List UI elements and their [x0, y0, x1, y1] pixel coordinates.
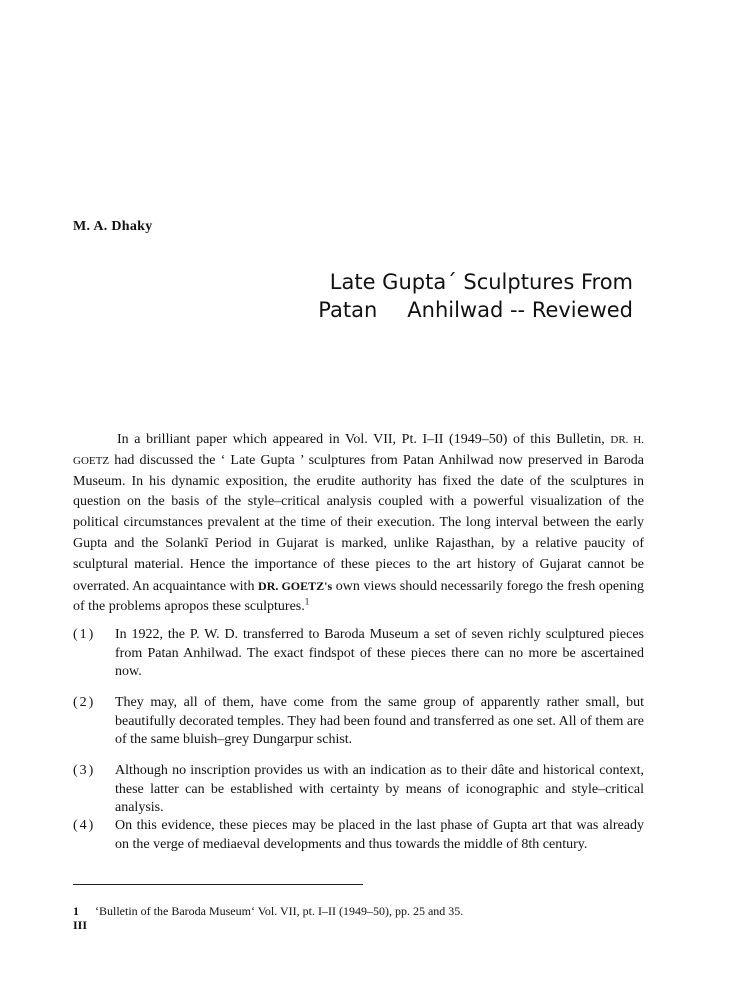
page-number: III — [73, 918, 88, 932]
author-name-goetz-possessive: DR. GOETZ's — [258, 578, 333, 593]
paragraph-text-2: had discussed the ‘ Late Gupta ’ sculptures from Patan Anhilwad now preserved in Baroda Museum. In his dynamic exposition, the erudite authority has fixed the date of the sculptures in question on the basis of the style–critical analysis coupled with a powerful visualization of the political circumstances prevalent at the time of their execution. The long interval between the early Gupta and the Solankī Period in Gujarat is marked, unlike Rajasthan, by a relative paucity of sculptural material. Hence the importance of these pieces to the art history of Gujarat cannot be overrated. An acquaintance with — [73, 452, 644, 594]
numbered-item-3 — [73, 762, 644, 818]
numbered-item-2 — [73, 694, 644, 750]
footnote-number: 1 — [73, 904, 79, 918]
author-name: M. A. Dhaky — [73, 219, 153, 234]
item-text: Although no inscription provides us with an indication as to their dâte and historical context, these latter can be established with certainty by means of iconographic and style–critical analysis. — [115, 763, 644, 815]
footnote-divider — [73, 884, 363, 885]
footnote-text: ‘Bulletin of the Baroda Museum‘ Vol. VII, pt. I–II (1949–50), pp. 25 and 35. — [95, 904, 464, 918]
item-number: (3) — [73, 763, 96, 778]
intro-paragraph — [73, 430, 644, 618]
title-line-2-part-a: Patan — [318, 298, 378, 322]
article-title — [233, 268, 633, 324]
author-name-goetz: DR. H. GOETZ — [73, 434, 644, 467]
title-line-2 — [233, 296, 633, 324]
item-number: (4) — [73, 818, 96, 833]
numbered-item-1 — [73, 626, 644, 682]
item-text: On this evidence, these pieces may be placed in the last phase of Gupta art that was already on the verge of mediaeval developments and thus towards the middle of 8th century. — [115, 818, 644, 852]
paragraph-text-1: In a brilliant paper which appeared in Vol. VII, Pt. I–II (1949–50) of this Bulletin, — [117, 432, 611, 447]
title-line-2-part-b: Anhilwad -- Reviewed — [407, 298, 633, 322]
item-number: (1) — [73, 627, 96, 642]
numbered-item-4 — [73, 817, 644, 854]
item-text: In 1922, the P. W. D. transferred to Baroda Museum a set of seven richly sculptured pieces from Patan Anhilwad. The exact findspot of these pieces there can no more be ascertained now. — [115, 627, 644, 679]
item-text: They may, all of them, have come from the same group of apparently rather small, but beautifully decorated temples. They had been found and transferred as one set. All of them are of the same bluish–grey Dungarpur schist. — [115, 695, 644, 747]
item-number: (2) — [73, 695, 96, 710]
title-line-1: Late Gupta´ Sculptures From — [329, 270, 633, 294]
footnote-reference: 1 — [304, 596, 310, 607]
footnote — [73, 903, 463, 919]
paragraph-text-3: own views should necessarily forego the fresh opening of the problems apropos these sculptures. — [73, 578, 644, 615]
